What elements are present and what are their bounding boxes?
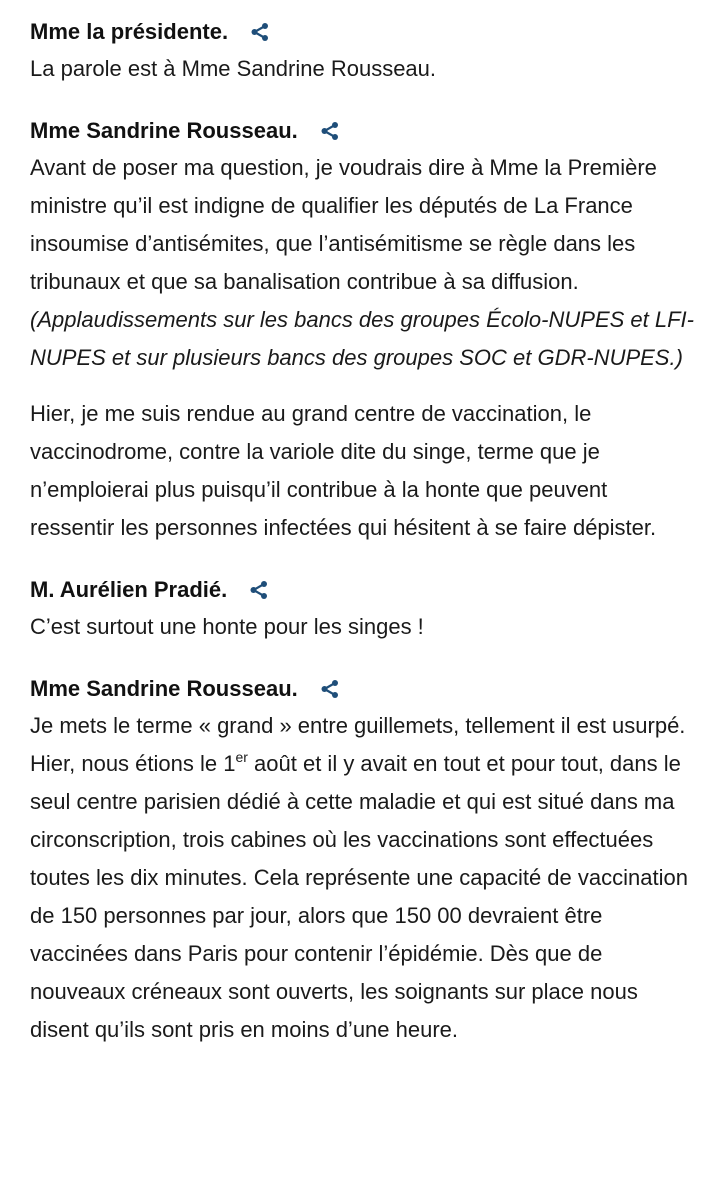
- speech-text: La parole est à Mme Sandrine Rousseau.: [30, 56, 437, 81]
- speaker-line: [30, 572, 695, 608]
- speaker-name: Mme la présidente.: [30, 19, 229, 44]
- stage-direction: (Applaudissements sur les bancs des groupes Écolo-NUPES et LFI-NUPES et sur plusieurs bancs des groupes SOC et GDR-NUPES.): [30, 307, 694, 370]
- speaker-name: Mme Sandrine Rousseau.: [30, 676, 298, 701]
- speaker-line: [30, 671, 695, 707]
- share-icon: [320, 121, 340, 141]
- ordinal-superscript: er: [235, 749, 248, 765]
- share-button[interactable]: [318, 677, 342, 701]
- share-button[interactable]: [247, 578, 271, 602]
- speech-text: C’est surtout une honte pour les singes !: [30, 614, 424, 639]
- share-icon: [249, 580, 269, 600]
- share-button[interactable]: [248, 20, 272, 44]
- speech-text-body: Je mets le terme « grand » entre guillemets, tellement il est usurpé. Hier, nous étions le 1: [30, 713, 686, 776]
- share-icon: [250, 22, 270, 42]
- speech-entry: [30, 14, 695, 88]
- speech-text: [30, 149, 695, 377]
- share-icon: [320, 679, 340, 699]
- speaker-line: [30, 14, 695, 50]
- speech-text: [30, 707, 695, 1049]
- speech-text-body: août et il y avait en tout et pour tout, dans le seul centre parisien dédié à cette maladie et qui est situé dans ma circonscription, trois cabines où les vaccinations sont effectuées toutes les dix minutes. Cela représente une capacité de vaccination de 150 personnes par jour, alors que 150 00 devraient être vaccinées dans Paris pour contenir l’épidémie. Dès que de nouveaux créneaux sont ouverts, les soignants sur place nous disent qu’ils sont pris en moins d’une heure.: [30, 751, 688, 1042]
- speaker-line: [30, 113, 695, 149]
- speech-text-body: Avant de poser ma question, je voudrais dire à Mme la Première ministre qu’il est indigne de qualifier les députés de La France insoumise d’antisémites, que l’antisémitisme se règle dans les tribunaux et que sa banalisation contribue à sa diffusion.: [30, 155, 657, 294]
- speaker-name: Mme Sandrine Rousseau.: [30, 118, 298, 143]
- share-button[interactable]: [318, 119, 342, 143]
- speech-entry: [30, 113, 695, 547]
- speech-text: Hier, je me suis rendue au grand centre de vaccination, le vaccinodrome, contre la variole dite du singe, terme que je n’emploierai plus puisqu’il contribue à la honte que peuvent ressentir les personnes infectées qui hésitent à se faire dépister.: [30, 401, 657, 540]
- speech-entry: [30, 671, 695, 1049]
- speech-entry: [30, 572, 695, 646]
- speaker-name: M. Aurélien Pradié.: [30, 577, 228, 602]
